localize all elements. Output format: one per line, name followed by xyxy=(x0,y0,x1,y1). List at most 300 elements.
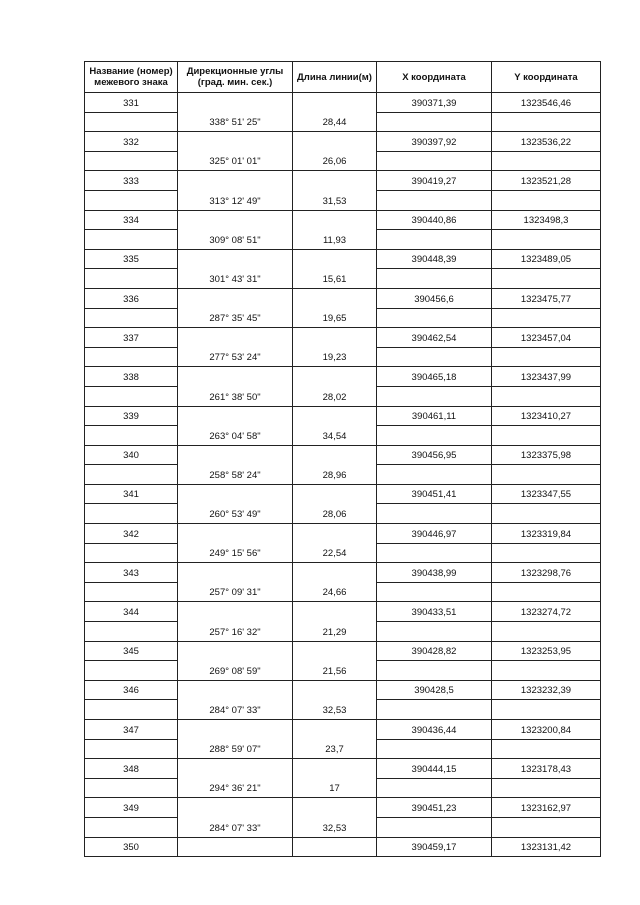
direction-angle-value: 284° 07' 33" xyxy=(209,822,261,834)
point-name-cell xyxy=(85,798,178,818)
y-coordinate-value: 1323410,27 xyxy=(520,411,572,423)
line-length-value: 28,02 xyxy=(322,391,347,403)
empty-cell xyxy=(85,386,178,406)
direction-angle-cell xyxy=(178,543,293,563)
line-length-value: 23,7 xyxy=(325,744,344,756)
x-coordinate-cell xyxy=(377,171,492,191)
x-coordinate-value: 390451,23 xyxy=(411,802,457,814)
direction-angle-cell xyxy=(178,386,293,406)
empty-cell xyxy=(377,622,492,642)
x-coordinate-cell xyxy=(377,210,492,230)
line-length-cell xyxy=(293,543,377,563)
empty-cell xyxy=(85,778,178,798)
empty-cell xyxy=(178,720,293,740)
header-direction-angle: Дирекционные углы (град. мин. сек.) xyxy=(178,62,293,93)
y-coordinate-value: 1323347,55 xyxy=(520,489,572,501)
direction-angle-cell xyxy=(178,347,293,367)
direction-angle-value: 257° 09' 31" xyxy=(209,587,261,599)
table-row-line xyxy=(85,386,601,406)
point-name-cell xyxy=(85,680,178,700)
point-name-value: 342 xyxy=(123,528,139,540)
line-length-cell xyxy=(293,778,377,798)
direction-angle-value: 269° 08' 59" xyxy=(209,665,261,677)
point-name-cell xyxy=(85,367,178,387)
point-name-cell xyxy=(85,210,178,230)
y-coordinate-cell xyxy=(492,641,601,661)
empty-cell xyxy=(85,504,178,524)
empty-cell xyxy=(293,484,377,504)
empty-cell xyxy=(178,445,293,465)
point-name-cell xyxy=(85,837,178,857)
empty-cell xyxy=(85,582,178,602)
empty-cell xyxy=(293,445,377,465)
table-row-line xyxy=(85,661,601,681)
empty-cell xyxy=(293,249,377,269)
table-row-line xyxy=(85,778,601,798)
line-length-cell xyxy=(293,622,377,642)
empty-cell xyxy=(492,543,601,563)
x-coordinate-value: 390371,39 xyxy=(411,97,457,109)
y-coordinate-cell xyxy=(492,132,601,152)
table-row-line xyxy=(85,817,601,837)
direction-angle-value: 249° 15' 56" xyxy=(209,548,261,560)
empty-cell xyxy=(377,190,492,210)
x-coordinate-value: 390428,82 xyxy=(411,646,457,658)
line-length-value: 24,66 xyxy=(322,587,347,599)
empty-cell xyxy=(85,739,178,759)
point-name-value: 336 xyxy=(123,293,139,305)
line-length-value: 32,53 xyxy=(322,705,347,716)
empty-cell xyxy=(178,602,293,622)
table-row-line xyxy=(85,112,601,132)
table-row-line xyxy=(85,151,601,171)
x-coordinate-cell xyxy=(377,837,492,857)
point-name-cell xyxy=(85,602,178,622)
table-row-point xyxy=(85,445,601,465)
table-row-point xyxy=(85,759,601,779)
empty-cell xyxy=(293,759,377,779)
table-row-point xyxy=(85,563,601,583)
empty-cell xyxy=(85,151,178,171)
y-coordinate-cell xyxy=(492,524,601,544)
empty-cell xyxy=(492,386,601,406)
line-length-cell xyxy=(293,151,377,171)
empty-cell xyxy=(293,93,377,113)
direction-angle-value: 287° 35' 45" xyxy=(209,313,261,325)
y-coordinate-value: 1323131,42 xyxy=(520,842,572,854)
table-row-point xyxy=(85,367,601,387)
empty-cell xyxy=(178,524,293,544)
x-coordinate-value: 390419,27 xyxy=(411,175,457,187)
table-row-line xyxy=(85,582,601,602)
line-length-value: 34,54 xyxy=(322,430,347,442)
y-coordinate-value: 1323498,3 xyxy=(523,215,569,227)
direction-angle-cell xyxy=(178,230,293,250)
y-coordinate-cell xyxy=(492,171,601,191)
empty-cell xyxy=(178,759,293,779)
x-coordinate-value: 390462,54 xyxy=(411,332,457,344)
direction-angle-value: 257° 16' 32" xyxy=(209,626,261,638)
empty-cell xyxy=(377,504,492,524)
point-name-value: 332 xyxy=(123,136,139,148)
boundary-points-table xyxy=(84,61,601,857)
x-coordinate-value: 390448,39 xyxy=(411,254,457,266)
table-row-point xyxy=(85,406,601,426)
x-coordinate-cell xyxy=(377,445,492,465)
x-coordinate-cell xyxy=(377,720,492,740)
direction-angle-cell xyxy=(178,426,293,446)
direction-angle-value: 294° 36' 21" xyxy=(209,783,261,795)
x-coordinate-cell xyxy=(377,406,492,426)
y-coordinate-cell xyxy=(492,837,601,857)
empty-cell xyxy=(377,739,492,759)
empty-cell xyxy=(293,171,377,191)
empty-cell xyxy=(492,230,601,250)
line-length-cell xyxy=(293,465,377,485)
empty-cell xyxy=(178,563,293,583)
point-name-value: 341 xyxy=(123,489,139,501)
direction-angle-value: 263° 04' 58" xyxy=(209,430,261,442)
table-row-line xyxy=(85,230,601,250)
y-coordinate-value: 1323489,05 xyxy=(520,254,572,266)
x-coordinate-cell xyxy=(377,328,492,348)
line-length-cell xyxy=(293,386,377,406)
table-row-line xyxy=(85,269,601,289)
x-coordinate-value: 390438,99 xyxy=(411,567,457,579)
empty-cell xyxy=(178,328,293,348)
empty-cell xyxy=(377,582,492,602)
empty-cell xyxy=(85,426,178,446)
y-coordinate-cell xyxy=(492,288,601,308)
header-line-length: Длина линии(м) xyxy=(293,62,377,93)
x-coordinate-value: 390459,17 xyxy=(411,842,457,854)
empty-cell xyxy=(293,563,377,583)
empty-cell xyxy=(377,426,492,446)
point-name-value: 333 xyxy=(123,175,139,187)
point-name-cell xyxy=(85,759,178,779)
point-name-value: 350 xyxy=(123,842,139,854)
empty-cell xyxy=(178,837,293,857)
y-coordinate-cell xyxy=(492,798,601,818)
y-coordinate-value: 1323178,43 xyxy=(520,763,572,775)
y-coordinate-value: 1323457,04 xyxy=(520,332,572,344)
empty-cell xyxy=(85,700,178,720)
x-coordinate-cell xyxy=(377,563,492,583)
point-name-cell xyxy=(85,132,178,152)
empty-cell xyxy=(178,171,293,191)
point-name-value: 348 xyxy=(123,763,139,775)
x-coordinate-cell xyxy=(377,484,492,504)
direction-angle-cell xyxy=(178,504,293,524)
empty-cell xyxy=(293,367,377,387)
point-name-value: 331 xyxy=(123,97,139,109)
y-coordinate-value: 1323200,84 xyxy=(520,724,572,736)
x-coordinate-value: 390461,11 xyxy=(411,411,457,423)
direction-angle-value: 261° 38' 50" xyxy=(209,391,261,403)
table-row-line xyxy=(85,543,601,563)
direction-angle-cell xyxy=(178,112,293,132)
line-length-value: 28,44 xyxy=(322,117,347,129)
x-coordinate-value: 390465,18 xyxy=(411,371,457,383)
empty-cell xyxy=(85,190,178,210)
line-length-value: 19,23 xyxy=(322,352,347,364)
x-coordinate-cell xyxy=(377,798,492,818)
line-length-value: 11,93 xyxy=(322,234,347,246)
empty-cell xyxy=(492,700,601,720)
empty-cell xyxy=(377,112,492,132)
line-length-cell xyxy=(293,817,377,837)
table-row-point xyxy=(85,798,601,818)
y-coordinate-value: 1323274,72 xyxy=(520,607,572,619)
table-row-point xyxy=(85,249,601,269)
point-name-value: 338 xyxy=(123,371,139,383)
x-coordinate-value: 390456,6 xyxy=(414,293,454,305)
table-row-point xyxy=(85,484,601,504)
empty-cell xyxy=(492,582,601,602)
direction-angle-value: 301° 43' 31" xyxy=(209,273,261,285)
empty-cell xyxy=(85,347,178,367)
point-name-cell xyxy=(85,524,178,544)
empty-cell xyxy=(492,190,601,210)
empty-cell xyxy=(377,269,492,289)
line-length-value: 31,53 xyxy=(322,195,347,207)
y-coordinate-value: 1323298,76 xyxy=(520,567,572,579)
x-coordinate-cell xyxy=(377,680,492,700)
empty-cell xyxy=(492,661,601,681)
x-coordinate-value: 390440,86 xyxy=(411,215,457,227)
table-row-point xyxy=(85,132,601,152)
y-coordinate-cell xyxy=(492,602,601,622)
direction-angle-value: 313° 12' 49" xyxy=(209,195,261,207)
empty-cell xyxy=(85,112,178,132)
empty-cell xyxy=(85,465,178,485)
table-row-point xyxy=(85,680,601,700)
empty-cell xyxy=(178,93,293,113)
y-coordinate-cell xyxy=(492,720,601,740)
direction-angle-value: 325° 01' 01" xyxy=(209,156,261,168)
direction-angle-cell xyxy=(178,661,293,681)
direction-angle-cell xyxy=(178,582,293,602)
point-name-value: 339 xyxy=(123,411,139,423)
line-length-value: 15,61 xyxy=(322,273,347,285)
direction-angle-cell xyxy=(178,817,293,837)
line-length-value: 19,65 xyxy=(322,313,347,325)
table-row-line xyxy=(85,504,601,524)
point-name-cell xyxy=(85,406,178,426)
empty-cell xyxy=(85,230,178,250)
line-length-cell xyxy=(293,308,377,328)
line-length-cell xyxy=(293,426,377,446)
empty-cell xyxy=(85,622,178,642)
empty-cell xyxy=(492,151,601,171)
y-coordinate-value: 1323253,95 xyxy=(520,646,572,658)
line-length-value: 21,56 xyxy=(322,665,347,677)
y-coordinate-value: 1323375,98 xyxy=(520,450,572,462)
y-coordinate-value: 1323162,97 xyxy=(520,802,572,814)
point-name-value: 347 xyxy=(123,724,139,736)
point-name-cell xyxy=(85,93,178,113)
point-name-value: 345 xyxy=(123,646,139,658)
line-length-cell xyxy=(293,112,377,132)
direction-angle-cell xyxy=(178,778,293,798)
x-coordinate-cell xyxy=(377,524,492,544)
empty-cell xyxy=(293,837,377,857)
y-coordinate-cell xyxy=(492,210,601,230)
x-coordinate-value: 390444,15 xyxy=(411,763,457,775)
empty-cell xyxy=(492,465,601,485)
point-name-value: 344 xyxy=(123,607,139,619)
table-row-point xyxy=(85,171,601,191)
empty-cell xyxy=(178,210,293,230)
line-length-cell xyxy=(293,230,377,250)
empty-cell xyxy=(178,406,293,426)
line-length-value: 21,29 xyxy=(322,626,347,638)
empty-cell xyxy=(377,308,492,328)
direction-angle-cell xyxy=(178,739,293,759)
x-coordinate-cell xyxy=(377,602,492,622)
table-header-row xyxy=(85,62,601,93)
table-row-line xyxy=(85,308,601,328)
empty-cell xyxy=(377,347,492,367)
empty-cell xyxy=(178,249,293,269)
direction-angle-value: 288° 59' 07" xyxy=(209,744,261,756)
table-row-line xyxy=(85,347,601,367)
point-name-value: 346 xyxy=(123,685,139,697)
empty-cell xyxy=(85,543,178,563)
point-name-cell xyxy=(85,563,178,583)
point-name-value: 349 xyxy=(123,802,139,814)
y-coordinate-cell xyxy=(492,249,601,269)
point-name-cell xyxy=(85,288,178,308)
x-coordinate-value: 390436,44 xyxy=(411,724,457,736)
table-row-line xyxy=(85,622,601,642)
header-y-coordinate: Y координата xyxy=(492,62,601,93)
empty-cell xyxy=(293,524,377,544)
coordinates-sheet xyxy=(84,61,600,857)
x-coordinate-value: 390446,97 xyxy=(411,528,457,540)
empty-cell xyxy=(492,778,601,798)
point-name-cell xyxy=(85,328,178,348)
y-coordinate-cell xyxy=(492,563,601,583)
empty-cell xyxy=(293,406,377,426)
y-coordinate-cell xyxy=(492,445,601,465)
y-coordinate-cell xyxy=(492,759,601,779)
empty-cell xyxy=(85,269,178,289)
empty-cell xyxy=(492,622,601,642)
empty-cell xyxy=(492,347,601,367)
empty-cell xyxy=(293,798,377,818)
table-row-point xyxy=(85,641,601,661)
point-name-cell xyxy=(85,720,178,740)
empty-cell xyxy=(377,465,492,485)
line-length-value: 26,06 xyxy=(322,156,347,168)
empty-cell xyxy=(377,151,492,171)
y-coordinate-value: 1323437,99 xyxy=(520,371,572,383)
line-length-value: 28,96 xyxy=(322,469,347,481)
y-coordinate-value: 1323546,46 xyxy=(520,97,572,109)
table-row-point xyxy=(85,720,601,740)
empty-cell xyxy=(492,817,601,837)
table-row-line xyxy=(85,739,601,759)
point-name-cell xyxy=(85,171,178,191)
point-name-value: 343 xyxy=(123,567,139,579)
line-length-cell xyxy=(293,269,377,289)
direction-angle-value: 338° 51' 25" xyxy=(209,117,261,129)
table-row-point xyxy=(85,602,601,622)
line-length-cell xyxy=(293,582,377,602)
x-coordinate-cell xyxy=(377,641,492,661)
x-coordinate-cell xyxy=(377,759,492,779)
line-length-cell xyxy=(293,661,377,681)
y-coordinate-value: 1323319,84 xyxy=(520,528,572,540)
direction-angle-cell xyxy=(178,151,293,171)
header-point-name: Название (номер) межевого знака xyxy=(85,62,178,93)
empty-cell xyxy=(492,308,601,328)
y-coordinate-value: 1323475,77 xyxy=(520,293,572,305)
empty-cell xyxy=(85,308,178,328)
x-coordinate-value: 390433,51 xyxy=(411,607,457,619)
empty-cell xyxy=(377,230,492,250)
y-coordinate-cell xyxy=(492,367,601,387)
empty-cell xyxy=(293,720,377,740)
y-coordinate-value: 1323232,39 xyxy=(520,685,572,697)
x-coordinate-value: 390428,5 xyxy=(414,685,454,697)
y-coordinate-value: 1323536,22 xyxy=(520,136,572,148)
table-row-line xyxy=(85,426,601,446)
empty-cell xyxy=(492,112,601,132)
empty-cell xyxy=(178,132,293,152)
y-coordinate-cell xyxy=(492,328,601,348)
point-name-value: 334 xyxy=(123,215,139,227)
table-row-point xyxy=(85,93,601,113)
y-coordinate-cell xyxy=(492,406,601,426)
line-length-value: 17 xyxy=(329,783,340,795)
table-row-point xyxy=(85,524,601,544)
table-row-point xyxy=(85,837,601,857)
line-length-value: 22,54 xyxy=(322,548,347,560)
table-row-line xyxy=(85,190,601,210)
empty-cell xyxy=(178,680,293,700)
empty-cell xyxy=(293,210,377,230)
empty-cell xyxy=(178,288,293,308)
empty-cell xyxy=(492,269,601,289)
empty-cell xyxy=(293,328,377,348)
x-coordinate-cell xyxy=(377,249,492,269)
empty-cell xyxy=(492,426,601,446)
direction-angle-value: 277° 53' 24" xyxy=(209,352,261,364)
empty-cell xyxy=(293,602,377,622)
point-name-cell xyxy=(85,641,178,661)
x-coordinate-cell xyxy=(377,132,492,152)
empty-cell xyxy=(492,504,601,524)
empty-cell xyxy=(377,661,492,681)
point-name-cell xyxy=(85,445,178,465)
direction-angle-value: 309° 08' 51" xyxy=(209,234,261,246)
table-row-point xyxy=(85,210,601,230)
x-coordinate-cell xyxy=(377,288,492,308)
direction-angle-cell xyxy=(178,622,293,642)
empty-cell xyxy=(377,778,492,798)
x-coordinate-cell xyxy=(377,367,492,387)
header-x-coordinate: X координата xyxy=(377,62,492,93)
direction-angle-cell xyxy=(178,308,293,328)
x-coordinate-value: 390397,92 xyxy=(411,136,457,148)
y-coordinate-cell xyxy=(492,680,601,700)
x-coordinate-value: 390456,95 xyxy=(411,450,457,462)
point-name-cell xyxy=(85,249,178,269)
point-name-value: 337 xyxy=(123,332,139,344)
table-row-line xyxy=(85,700,601,720)
